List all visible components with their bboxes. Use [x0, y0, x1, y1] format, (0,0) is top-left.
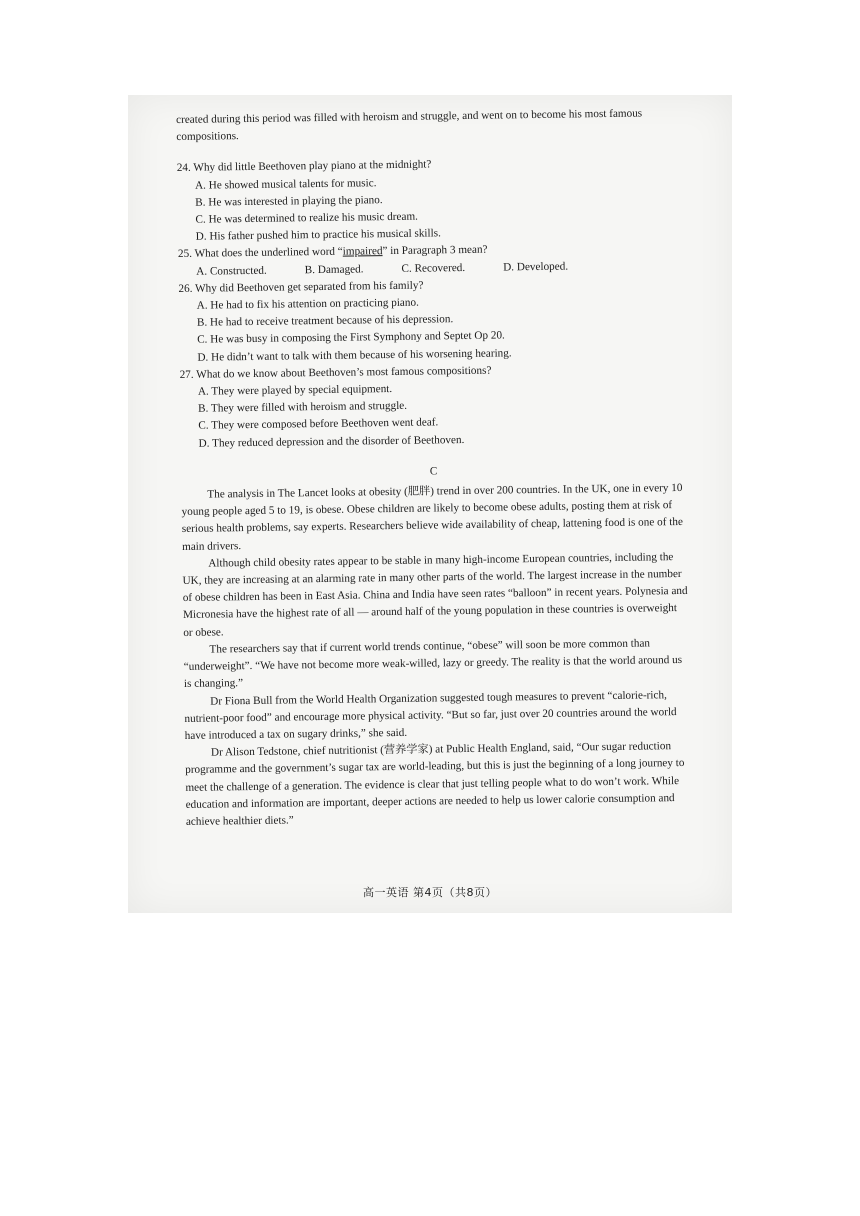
option-b: B. They were filled with heroism and struggle.	[198, 400, 408, 415]
question-27	[180, 360, 686, 453]
option-a: A. He showed musical talents for music.	[194, 176, 377, 192]
option-a: A. He had to fix his attention on practicing piano.	[196, 296, 419, 312]
option-d: D. He didn’t want to talk with them because of his worsening hearing.	[197, 346, 512, 364]
section-heading: C	[429, 465, 438, 478]
passage-paragraph: Dr Alison Tedstone, chief nutritionist (营养学家) at Public Health England, said, “Our sugar reduction programme and the government’s sugar tax are world-leading, but this is just the beginning of a long journey to meet the challenge of a generation. The evidence is clear that just telling people what to do won’t work. While education and information are important, deeper actions are needed to help us lower calorie consumption and achieve healthier diets.”	[185, 740, 685, 828]
passage-paragraph: Dr Fiona Bull from the World Health Organization suggested tough measures to prevent “calorie-rich, nutrient-poor food” and encourage more physical activity. “But so far, just over 20 countries around the world have introduced a tax on sugary drinks,” she said.	[184, 688, 677, 742]
option-c: C. He was busy in composing the First Symphony and Septet Op 20.	[197, 329, 505, 347]
passage-paragraph: The researchers say that if current world trends continue, “obese” will soon be more common than “underweight”. “We have not become more weak-willed, lazy or greedy. The reality is that the world around us is changing.”	[183, 637, 683, 691]
option-b: B. He had to receive treatment because of his depression.	[196, 313, 454, 329]
question-text: 24. Why did little Beethoven play piano at the midnight?	[176, 158, 432, 175]
option-d: D. They reduced depression and the disorder of Beethoven.	[198, 433, 465, 450]
question-26	[178, 274, 684, 367]
question-text: 27. What do we know about Beethoven’s most famous compositions?	[179, 364, 492, 381]
passage-paragraph: The analysis in The Lancet looks at obesity (肥胖) trend in over 200 countries. In the UK, one in every 10 young people aged 5 to 19, is obese. Obese children are likely to become obese adults, posting them at risk of serious health problems, say experts. Researchers believe wide availability of cheap, lattening food is one of the main drivers.	[181, 482, 683, 553]
option-c: C. Recovered.	[401, 261, 466, 275]
option-d: D. Developed.	[503, 260, 569, 274]
option-a: A. They were played by special equipment.	[197, 383, 393, 398]
option-c: C. They were composed before Beethoven went deaf.	[198, 416, 439, 433]
option-b: B. He was interested in playing the piano.	[195, 193, 383, 209]
option-d: D. His father pushed him to practice his musical skills.	[195, 227, 441, 243]
question-text-value: 25. What does the underlined word “impaired” in Paragraph 3 mean?	[177, 244, 488, 261]
option-a: A. Constructed.	[196, 264, 267, 278]
question-text: 26. Why did Beethoven get separated from his family?	[178, 279, 424, 295]
question-24	[177, 153, 683, 246]
passage-paragraph: Although child obesity rates appear to be stable in many high-income European countries, including the UK, they are increasing at an alarming rate in many other parts of the world. The largest increase in the number of obese children has been in East Asia. China and India have seen rates “balloon” in recent years. Polynesia and Micronesia have the highest rate of all — around half of the young population in these countries is overweight or obese.	[182, 550, 688, 639]
page-content	[176, 105, 691, 831]
page-footer: 高一英语 第4页（共8页）	[363, 886, 497, 899]
option-b: B. Damaged.	[304, 263, 364, 276]
option-c: C. He was determined to realize his music dream.	[195, 210, 419, 226]
intro-paragraph: created during this period was filled with heroism and struggle, and went on to become his most famous compositions.	[176, 107, 643, 144]
